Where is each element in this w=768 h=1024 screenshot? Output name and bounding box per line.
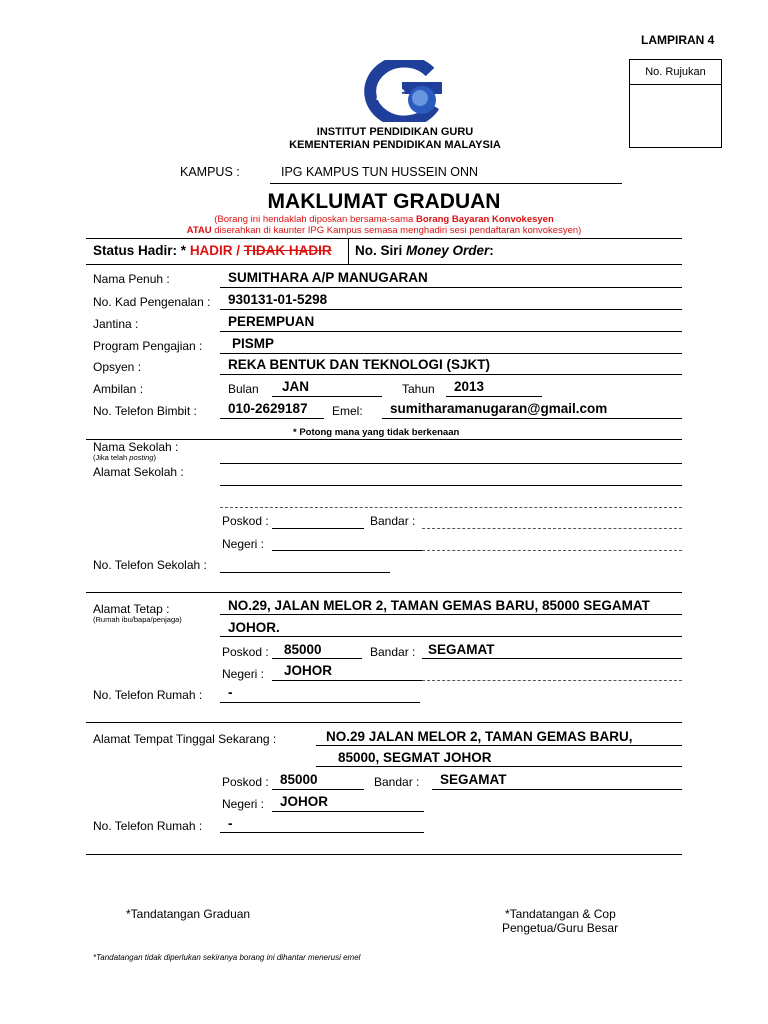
bulan-value: JAN [282,379,310,394]
tetap-note: (Rumah ibu/bapa/penjaga) [93,615,182,624]
telefon-bimbit-value: 010-2629187 [228,401,308,416]
telefon-bimbit-label: No. Telefon Bimbit : [93,404,197,418]
tetap-poskod-value: 85000 [284,642,322,657]
jantina-value: PEREMPUAN [228,314,315,329]
sekolah-negeri-label: Negeri : [222,537,265,551]
submission-note: (Borang ini hendaklah diposkan bersama-sama Borang Bayaran Konvokesyen [214,214,554,225]
lampiran-label: LAMPIRAN 4 [641,33,715,47]
tetap-bandar-value: SEGAMAT [428,642,495,657]
tahun-label: Tahun [402,382,435,396]
tetap-telefon-label: No. Telefon Rumah : [93,688,203,702]
sekolah-poskod-label: Poskod : [222,514,269,528]
tetap-alamat-line1: NO.29, JALAN MELOR 2, TAMAN GEMAS BARU, 85000 SEGAMAT [228,598,650,613]
ambilan-label: Ambilan : [93,382,144,396]
alamat-sekolah-label: Alamat Sekolah : [93,465,184,479]
jantina-label: Jantina : [93,317,139,331]
logo-text: IPG [376,85,406,104]
ic-value: 930131-01-5298 [228,292,328,307]
tetap-negeri-value: JOHOR [284,663,333,678]
nama-label: Nama Penuh : [93,272,170,286]
semasa-negeri-value: JOHOR [280,794,329,809]
sekolah-bandar-label: Bandar : [370,514,416,528]
tetap-alamat-line2: JOHOR. [228,620,280,635]
emel-label: Emel: [332,404,363,418]
nama-sekolah-label: Nama Sekolah : [93,440,179,454]
potong-note: * Potong mana yang tidak berkenaan [293,427,460,438]
nama-value: SUMITHARA A/P MANUGARAN [228,270,428,285]
ministry-name: KEMENTERIAN PENDIDIKAN MALAYSIA [289,139,501,151]
kampus-label: KAMPUS : [180,165,240,179]
bulan-label: Bulan [228,382,259,396]
semasa-bandar-label: Bandar : [374,775,420,789]
kampus-value: IPG KAMPUS TUN HUSSEIN ONN [281,165,479,179]
emel-value: sumitharamanugaran@gmail.com [390,401,608,416]
program-value: PISMP [232,336,275,351]
telefon-sekolah-label: No. Telefon Sekolah : [93,558,207,572]
alamat-tetap-label: Alamat Tetap : [93,602,170,616]
siri-money-order: No. Siri Money Order: [355,243,494,258]
rujukan-label: No. Rujukan [630,60,721,85]
institute-name: INSTITUT PENDIDIKAN GURU [316,126,474,138]
ic-label: No. Kad Pengenalan : [93,295,211,309]
semasa-poskod-value: 85000 [280,772,318,787]
program-label: Program Pengajian : [93,339,203,353]
tetap-telefon-value: - [228,685,233,700]
semasa-bandar-value: SEGAMAT [440,772,507,787]
tetap-negeri-label: Negeri : [222,667,265,681]
semasa-telefon-label: No. Telefon Rumah : [93,819,203,833]
semasa-telefon-value: - [228,816,233,831]
posting-note: (Jika telah posting) [93,453,156,462]
alamat-semasa-label: Alamat Tempat Tinggal Sekarang : [93,732,277,746]
semasa-alamat-line2: 85000, SEGMAT JOHOR [338,750,492,765]
page-title: MAKLUMAT GRADUAN [267,190,501,213]
semasa-negeri-label: Negeri : [222,797,265,811]
ipg-logo [352,60,452,122]
opsyen-label: Opsyen : [93,360,142,374]
tahun-value: 2013 [454,379,485,394]
opsyen-value: REKA BENTUK DAN TEKNOLOGI (SJKT) [228,357,490,372]
semasa-poskod-label: Poskod : [222,775,269,789]
submission-note-2: ATAU diserahkan di kaunter IPG Kampus semasa menghadiri sesi pendaftaran konvokesyen) [186,225,582,236]
pengetua-label: Pengetua/Guru Besar [502,921,619,935]
tetap-bandar-label: Bandar : [370,645,416,659]
signature-footnote: *Tandatangan tidak diperlukan sekiranya borang ini dihantar menerusi emel [93,953,361,962]
tetap-poskod-label: Poskod : [222,645,269,659]
tandatangan-cop: *Tandatangan & Cop [505,907,616,921]
tandatangan-graduan: *Tandatangan Graduan [126,907,251,921]
semasa-alamat-line1: NO.29 JALAN MELOR 2, TAMAN GEMAS BARU, [326,729,633,744]
status-hadir: Status Hadir: * HADIR / TIDAK HADIR [93,243,332,258]
